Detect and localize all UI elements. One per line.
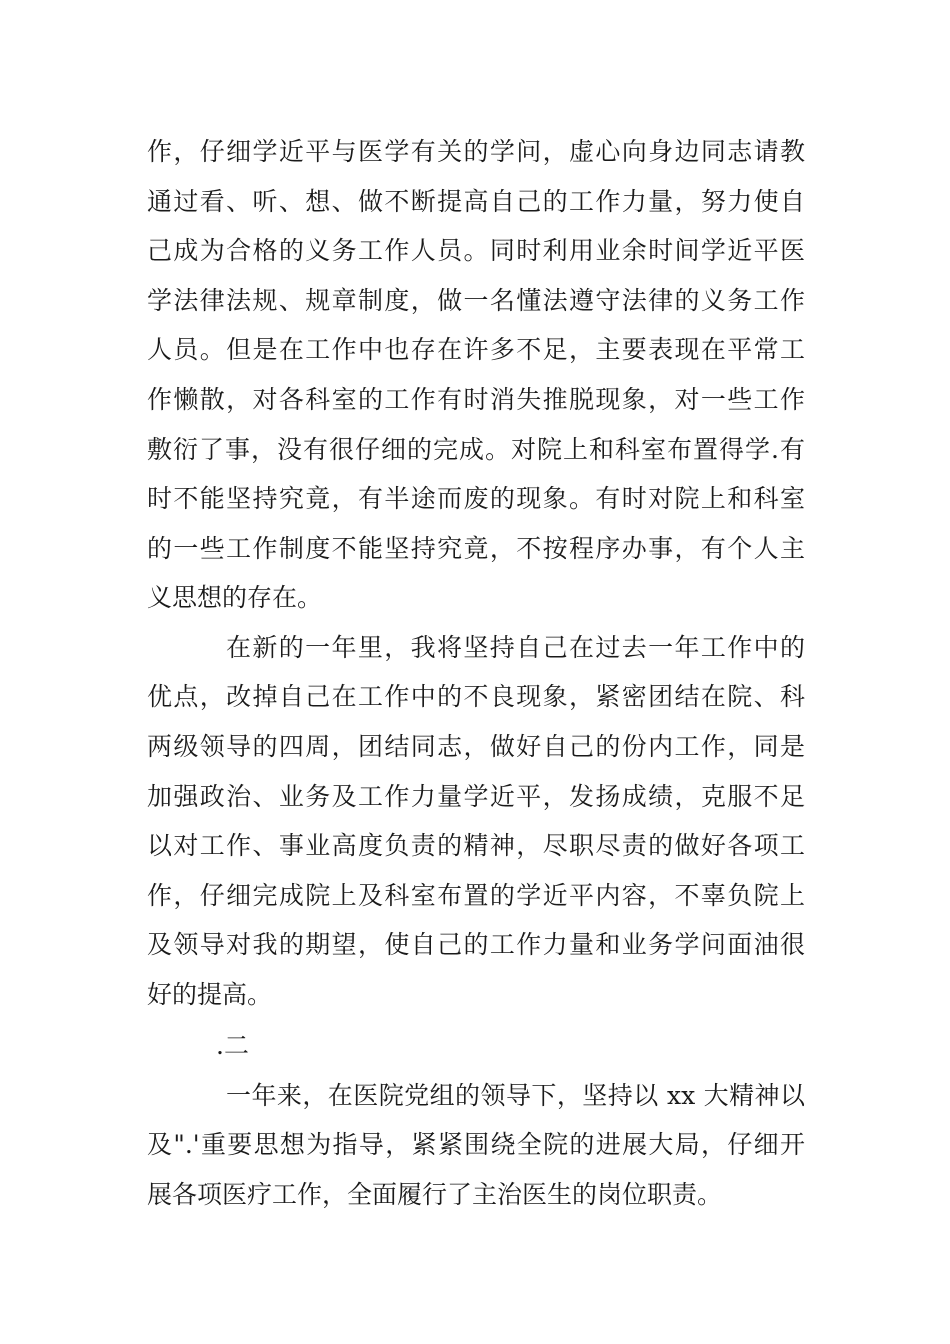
paragraph-line: 加强政治、业务及工作力量学近平，发扬成绩，克服不足 — [147, 782, 805, 811]
paragraph-line: 以对工作、事业高度负责的精神，尽职尽责的做好各项工 — [147, 831, 805, 860]
paragraph-line: 优点，改掉自己在工作中的不良现象，紧密团结在院、科 — [147, 682, 805, 711]
paragraph-line: 义思想的存在。 — [147, 583, 323, 612]
paragraph-line: 作，仔细学近平与医学有关的学问，虚心向身边同志请教 — [147, 137, 805, 166]
paragraph-line: 及领导对我的期望，使自己的工作力量和业务学问面油很 — [147, 930, 805, 959]
paragraph-line: 的一些工作制度不能坚持究竟，不按程序办事，有个人主 — [147, 534, 805, 563]
paragraph-line: 学法律法规、规章制度，做一名懂法遵守法律的义务工作 — [147, 286, 805, 315]
paragraph-line: 通过看、听、想、做不断提高自己的工作力量，努力使自 — [147, 187, 805, 216]
section-heading: .二 — [216, 1031, 249, 1060]
paragraph-line: 在新的一年里，我将坚持自己在过去一年工作中的 — [226, 633, 805, 662]
paragraph-line: 人员。但是在工作中也存在许多不足，主要表现在平常工 — [147, 335, 805, 364]
paragraph-line: 时不能坚持究竟，有半途而废的现象。有时对院上和科室 — [147, 484, 805, 513]
paragraph-line: 一年来，在医院党组的领导下，坚持以 xx 大精神以 — [226, 1081, 805, 1110]
paragraph-line: 及".'重要思想为指导，紧紧围绕全院的进展大局，仔细开 — [147, 1130, 805, 1159]
paragraph-line: 好的提高。 — [147, 980, 273, 1009]
paragraph-line: 敷衍了事，没有很仔细的完成。对院上和科室布置得学.有 — [147, 435, 805, 464]
paragraph-line: 展各项医疗工作，全面履行了主治医生的岗位职责。 — [147, 1180, 723, 1209]
paragraph-line: 己成为合格的义务工作人员。同时利用业余时间学近平医 — [147, 236, 805, 265]
paragraph-line: 作懒散，对各科室的工作有时消失推脱现象，对一些工作 — [147, 385, 805, 414]
paragraph-line: 两级领导的四周，团结同志，做好自己的份内工作，同是 — [147, 732, 805, 761]
paragraph-line: 作，仔细完成院上及科室布置的学近平内容，不辜负院上 — [147, 881, 805, 910]
